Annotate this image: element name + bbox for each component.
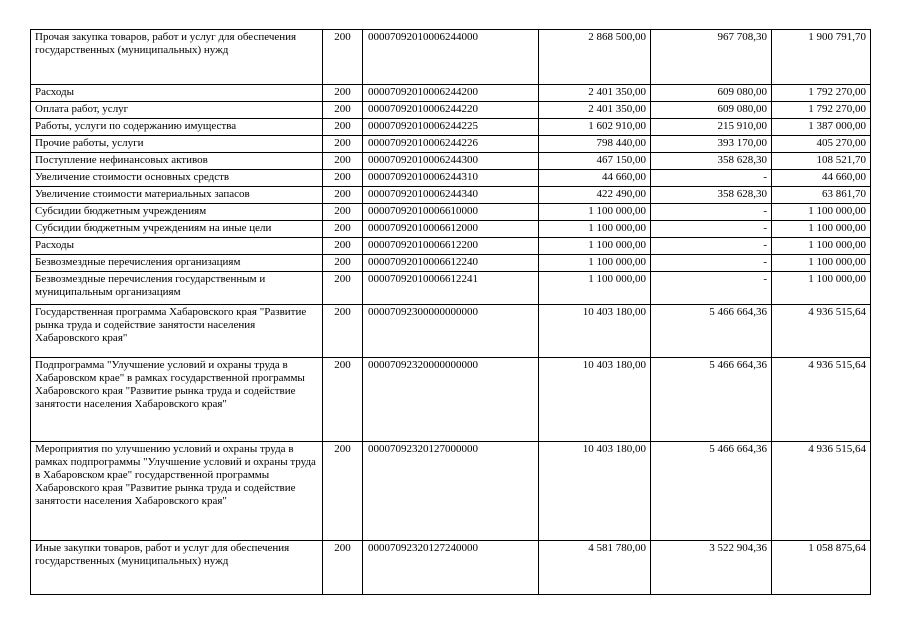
row-remaining-cell: 1 387 000,00 <box>772 119 871 136</box>
row-executed-cell: 393 170,00 <box>651 136 772 153</box>
row-kbk-cell: 00007092010006244340 <box>363 187 539 204</box>
table-row <box>31 153 871 170</box>
row-kbk-cell: 00007092010006244310 <box>363 170 539 187</box>
row-name-cell: Субсидии бюджетным учреждениям на иные цели <box>31 221 323 238</box>
row-name-cell: Работы, услуги по содержанию имущества <box>31 119 323 136</box>
row-code-cell: 200 <box>323 187 363 204</box>
table-row <box>31 272 871 305</box>
row-approved-cell: 44 660,00 <box>539 170 651 187</box>
row-name-cell: Увеличение стоимости материальных запасов <box>31 187 323 204</box>
row-approved-cell: 2 401 350,00 <box>539 102 651 119</box>
row-code-cell: 200 <box>323 541 363 595</box>
row-remaining-cell: 1 792 270,00 <box>772 102 871 119</box>
table-row <box>31 541 871 595</box>
row-executed-cell: 5 466 664,36 <box>651 358 772 442</box>
row-kbk-cell: 00007092010006244300 <box>363 153 539 170</box>
row-approved-cell: 1 100 000,00 <box>539 238 651 255</box>
row-remaining-cell: 108 521,70 <box>772 153 871 170</box>
row-name-cell: Безвозмездные перечисления государственным и муниципальным организациям <box>31 272 323 305</box>
row-name-cell: Оплата работ, услуг <box>31 102 323 119</box>
row-remaining-cell: 1 100 000,00 <box>772 204 871 221</box>
row-name-cell: Прочая закупка товаров, работ и услуг для обеспечения государственных (муниципальных) нужд <box>31 30 323 85</box>
row-kbk-cell: 00007092010006612200 <box>363 238 539 255</box>
row-code-cell: 200 <box>323 272 363 305</box>
table-row <box>31 442 871 541</box>
row-name-cell: Прочие работы, услуги <box>31 136 323 153</box>
row-remaining-cell: 405 270,00 <box>772 136 871 153</box>
row-remaining-cell: 1 792 270,00 <box>772 85 871 102</box>
row-approved-cell: 4 581 780,00 <box>539 541 651 595</box>
row-name-cell: Поступление нефинансовых активов <box>31 153 323 170</box>
row-code-cell: 200 <box>323 170 363 187</box>
row-remaining-cell: 1 900 791,70 <box>772 30 871 85</box>
row-code-cell: 200 <box>323 255 363 272</box>
table-row <box>31 30 871 85</box>
row-kbk-cell: 00007092010006612241 <box>363 272 539 305</box>
table-row <box>31 305 871 358</box>
row-remaining-cell: 1 100 000,00 <box>772 238 871 255</box>
table-row <box>31 119 871 136</box>
row-executed-cell: - <box>651 255 772 272</box>
row-code-cell: 200 <box>323 442 363 541</box>
table-row <box>31 221 871 238</box>
row-executed-cell: 5 466 664,36 <box>651 305 772 358</box>
row-name-cell: Мероприятия по улучшению условий и охраны труда в рамках подпрограммы "Улучшение условий и охраны труда в Хабаровском крае" государственной программы Хабаровского края "Развитие рынка труда и содействие занятости населения Хабаровского края" <box>31 442 323 541</box>
row-name-cell: Субсидии бюджетным учреждениям <box>31 204 323 221</box>
row-approved-cell: 2 401 350,00 <box>539 85 651 102</box>
row-remaining-cell: 4 936 515,64 <box>772 305 871 358</box>
row-name-cell: Иные закупки товаров, работ и услуг для обеспечения государственных (муниципальных) нужд <box>31 541 323 595</box>
table-row <box>31 187 871 204</box>
table-row <box>31 238 871 255</box>
table-row <box>31 204 871 221</box>
table-row <box>31 255 871 272</box>
row-remaining-cell: 1 100 000,00 <box>772 255 871 272</box>
row-approved-cell: 1 100 000,00 <box>539 255 651 272</box>
row-kbk-cell: 00007092300000000000 <box>363 305 539 358</box>
row-approved-cell: 798 440,00 <box>539 136 651 153</box>
row-code-cell: 200 <box>323 85 363 102</box>
row-executed-cell: 358 628,30 <box>651 187 772 204</box>
row-executed-cell: 609 080,00 <box>651 85 772 102</box>
row-name-cell: Подпрограмма "Улучшение условий и охраны труда в Хабаровском крае" в рамках государственной программы Хабаровского края "Развитие рынка труда и содействие занятости населения Хабаровского края" <box>31 358 323 442</box>
row-code-cell: 200 <box>323 221 363 238</box>
row-executed-cell: - <box>651 204 772 221</box>
row-executed-cell: 5 466 664,36 <box>651 442 772 541</box>
row-code-cell: 200 <box>323 153 363 170</box>
row-remaining-cell: 4 936 515,64 <box>772 442 871 541</box>
row-executed-cell: 967 708,30 <box>651 30 772 85</box>
table-row <box>31 170 871 187</box>
row-kbk-cell: 00007092010006244220 <box>363 102 539 119</box>
row-kbk-cell: 00007092010006612000 <box>363 221 539 238</box>
row-name-cell: Государственная программа Хабаровского края "Развитие рынка труда и содействие занятости населения Хабаровского края" <box>31 305 323 358</box>
row-name-cell: Безвозмездные перечисления организациям <box>31 255 323 272</box>
table-row <box>31 85 871 102</box>
row-executed-cell: - <box>651 221 772 238</box>
row-executed-cell: 3 522 904,36 <box>651 541 772 595</box>
table-row <box>31 102 871 119</box>
row-remaining-cell: 1 058 875,64 <box>772 541 871 595</box>
row-remaining-cell: 1 100 000,00 <box>772 272 871 305</box>
row-kbk-cell: 00007092320127000000 <box>363 442 539 541</box>
budget-table-body <box>31 30 871 595</box>
row-name-cell: Расходы <box>31 85 323 102</box>
row-kbk-cell: 00007092010006244200 <box>363 85 539 102</box>
row-code-cell: 200 <box>323 119 363 136</box>
row-kbk-cell: 00007092320000000000 <box>363 358 539 442</box>
row-executed-cell: 358 628,30 <box>651 153 772 170</box>
row-code-cell: 200 <box>323 358 363 442</box>
row-executed-cell: - <box>651 272 772 305</box>
row-remaining-cell: 44 660,00 <box>772 170 871 187</box>
row-code-cell: 200 <box>323 204 363 221</box>
row-kbk-cell: 00007092010006244000 <box>363 30 539 85</box>
row-code-cell: 200 <box>323 102 363 119</box>
row-approved-cell: 1 100 000,00 <box>539 221 651 238</box>
budget-table <box>30 29 871 595</box>
row-executed-cell: 609 080,00 <box>651 102 772 119</box>
row-kbk-cell: 00007092320127240000 <box>363 541 539 595</box>
row-remaining-cell: 1 100 000,00 <box>772 221 871 238</box>
row-remaining-cell: 63 861,70 <box>772 187 871 204</box>
table-row <box>31 358 871 442</box>
row-executed-cell: - <box>651 238 772 255</box>
row-kbk-cell: 00007092010006244226 <box>363 136 539 153</box>
row-approved-cell: 422 490,00 <box>539 187 651 204</box>
row-approved-cell: 467 150,00 <box>539 153 651 170</box>
row-approved-cell: 10 403 180,00 <box>539 358 651 442</box>
row-approved-cell: 2 868 500,00 <box>539 30 651 85</box>
row-approved-cell: 10 403 180,00 <box>539 442 651 541</box>
row-name-cell: Расходы <box>31 238 323 255</box>
row-approved-cell: 10 403 180,00 <box>539 305 651 358</box>
row-kbk-cell: 00007092010006244225 <box>363 119 539 136</box>
row-code-cell: 200 <box>323 136 363 153</box>
row-approved-cell: 1 100 000,00 <box>539 204 651 221</box>
row-name-cell: Увеличение стоимости основных средств <box>31 170 323 187</box>
row-executed-cell: - <box>651 170 772 187</box>
row-kbk-cell: 00007092010006612240 <box>363 255 539 272</box>
row-code-cell: 200 <box>323 238 363 255</box>
row-code-cell: 200 <box>323 30 363 85</box>
row-executed-cell: 215 910,00 <box>651 119 772 136</box>
row-code-cell: 200 <box>323 305 363 358</box>
row-remaining-cell: 4 936 515,64 <box>772 358 871 442</box>
row-approved-cell: 1 100 000,00 <box>539 272 651 305</box>
table-row <box>31 136 871 153</box>
row-approved-cell: 1 602 910,00 <box>539 119 651 136</box>
row-kbk-cell: 00007092010006610000 <box>363 204 539 221</box>
